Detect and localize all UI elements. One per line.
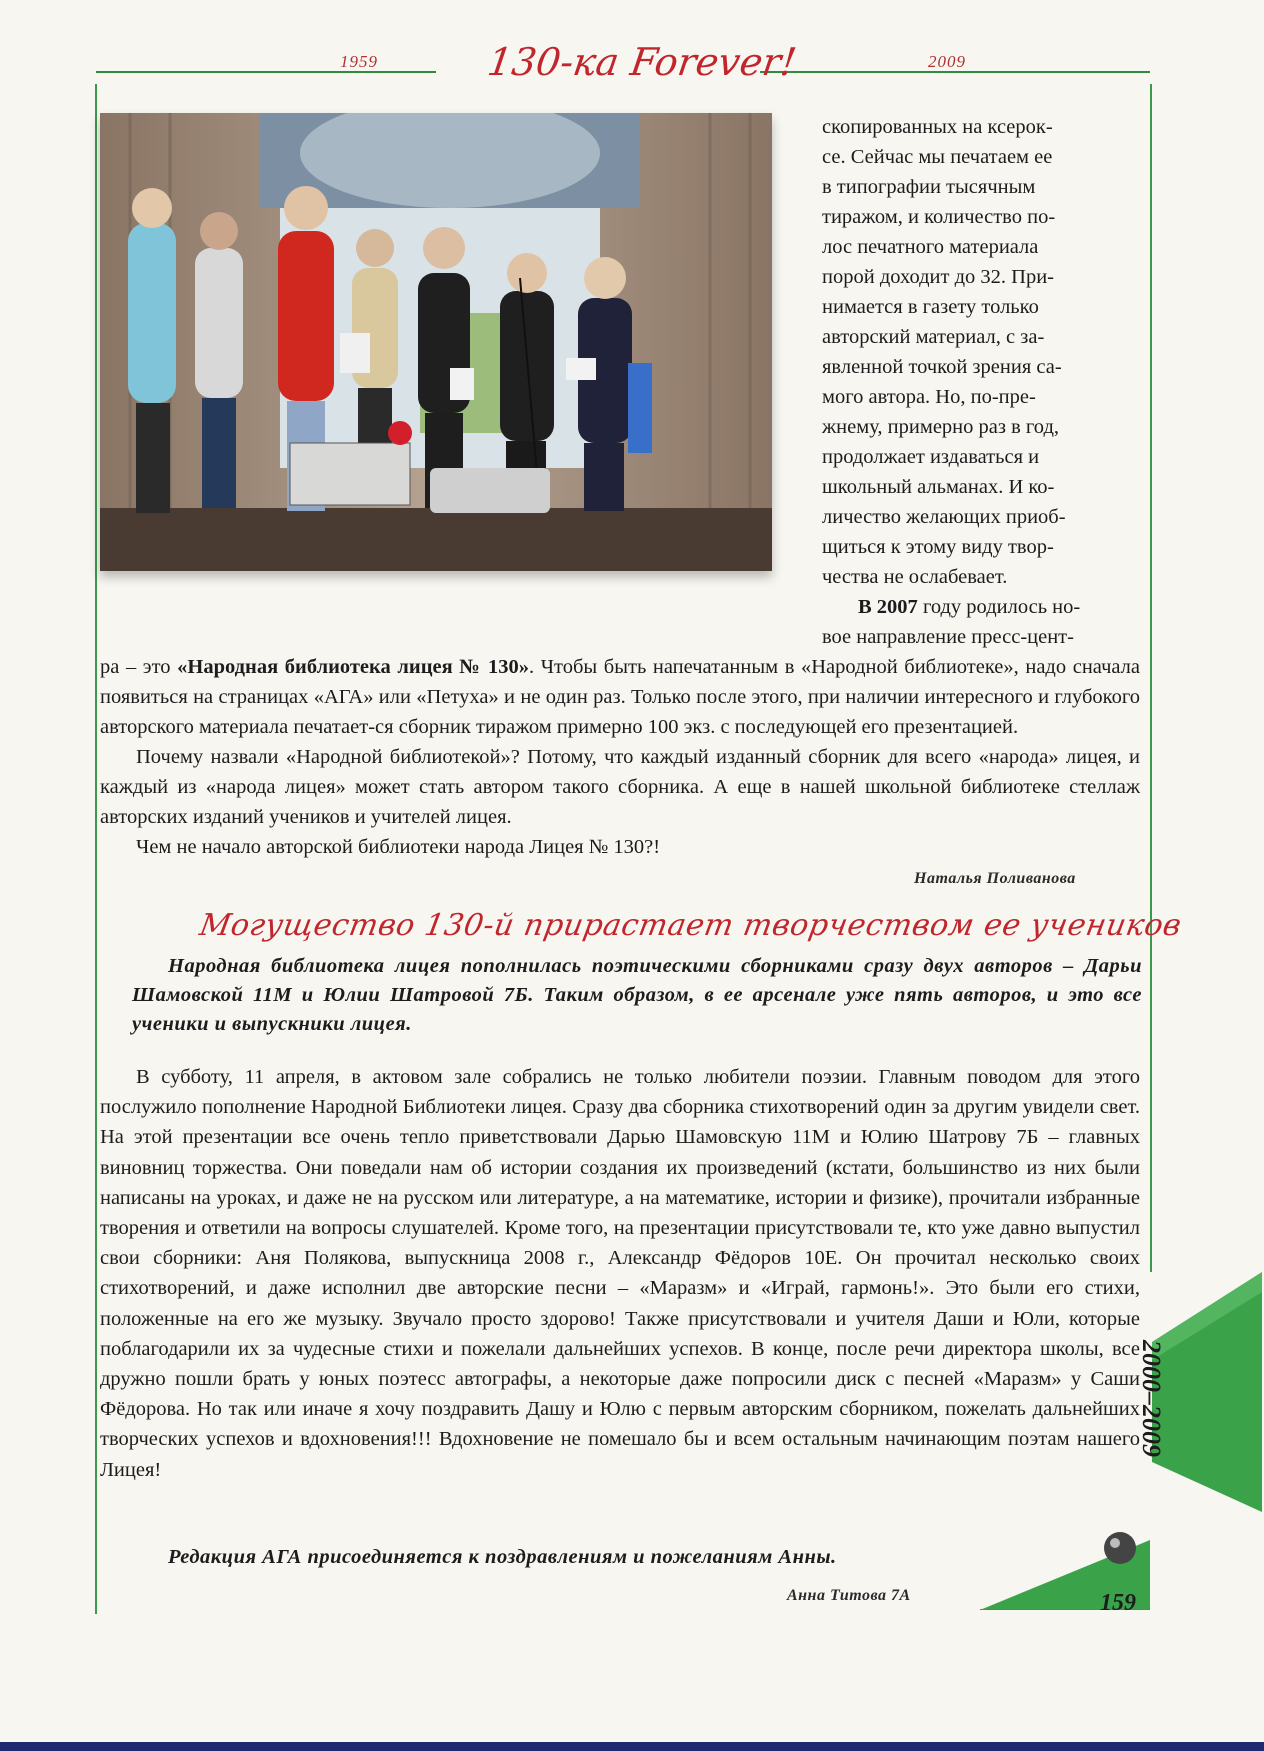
col-line: жнему, примерно раз в год,	[822, 416, 1060, 438]
col-line: скопированных на ксерок-	[822, 116, 1053, 138]
page-number: 159	[1100, 1590, 1136, 1616]
article2-body: В субботу, 11 апреля, в актовом зале собрались не только любители поэзии. Главным поводом для этого послужило пополнение Народной Библиотеки лицея. Сразу два сборника стихотворений один за другим увидели свет. На этой презентации все очень тепло приветствовали Дарью Шамовскую 11М и Юлию Шатрову 7Б – главных виновниц торжества. Они поведали нам об истории создания их произведений (кстати, большинство из них были написаны на уроках, и даже не на русском или литературе, а на математике, истории и физике), прочитали избранные творения и ответили на вопросы слушателей. Кроме того, на презентации присутствовали те, кто уже давно выпустил свои сборники: Аня Полякова, выпускница 2008 г., Александр Фёдоров 10Е. Он прочитал несколько своих стихотворений, и даже исполнил две авторские песни – «Маразм» и «Играй, гармонь!». Это были его стихи, положенные на его же музыку. Звучало просто здорово! Также присутствовали и учителя Даши и Юли, которые поблагодарили их за чудесные стихи и пожелали дальнейших успехов. В конце, после речи директора школы, все дружно пошли брать у юных поэтесс автографы, а некоторые даже попросили диск с песней «Маразм» у Саши Фёдорова. Но так или иначе я хочу поздравить Дашу и Юлю с первым авторским сборником, пожелать дальнейших творческих успехов и вдохновения!!! Вдохновение не помешало бы и всем остальным начинающим поэтам нашего Лицея!	[100, 1066, 1140, 1481]
col-line: мого автора. Но, по-пре-	[822, 386, 1036, 408]
frame-right	[1150, 84, 1152, 1272]
year-rest: году родилось но-	[917, 596, 1081, 618]
side-tab-years: 2000–2009	[1137, 1340, 1166, 1457]
col-line: чества не ослабевает.	[822, 566, 1008, 588]
col-line: в типографии тысячным	[822, 176, 1036, 198]
col-line: тиражом, и количество по-	[822, 206, 1056, 228]
side-tab-shape	[1152, 1272, 1262, 1512]
col-line: личество желающих приоб-	[822, 506, 1066, 528]
article2-signature: Анна Титова 7А	[787, 1587, 911, 1604]
stage-photo	[100, 113, 772, 571]
col-line: щиться к этому виду твор-	[822, 536, 1054, 558]
header-title: 130-ка Forever!	[484, 40, 800, 84]
header-year-right: 2009	[928, 52, 966, 71]
bottom-bar	[0, 1742, 1264, 1751]
p1-bold: «Народная библиотека лицея № 130»	[177, 656, 529, 678]
article2-lead: Народная библиотека лицея пополнилась поэтическими сборниками сразу двух авторов – Дарьи Шамовской 11М и Юлии Шатровой 7Б. Таким образом, в ее арсенале уже пять авторов, и это все ученики и выпускники лицея.	[132, 955, 1142, 1035]
col-line: явленной точкой зрения са-	[822, 356, 1062, 378]
col-line: продолжает издаваться и	[822, 446, 1040, 468]
frame-left	[95, 84, 97, 1614]
article2-closing: Редакция АГА присоединяется к поздравлениям и пожеланиям Анны.	[168, 1546, 837, 1568]
p1-start: ра – это	[100, 656, 178, 678]
col-line-after: вое направление пресс-цент-	[822, 626, 1074, 648]
col-year-line	[858, 592, 1140, 622]
article1-signature: Наталья Поливанова	[914, 870, 1076, 887]
year-bold: В 2007	[858, 596, 918, 618]
col-line: авторский материал, с за-	[822, 326, 1045, 348]
col-line: се. Сейчас мы печатаем ее	[822, 146, 1053, 168]
header-rule-left	[96, 71, 436, 73]
article2-headline: Могущество 130-й прирастает творчеством ее учеников	[196, 908, 1185, 943]
p1-rest: . Чтобы быть напечатанным в «Народной библиотеке», надо сначала появиться на страницах «АГА» или «Петуха» и не один раз. Только после этого, при наличии интересного и глубокого авторского материала печатает-ся сборник тиражом примерно 100 экз. с последующей его презентацией.	[100, 656, 1140, 739]
col-line: нимается в газету только	[822, 296, 1039, 318]
article1-paragraph2: Почему назвали «Народной библиотекой»? Потому, что каждый изданный сборник для всего «народа» лицея, и каждый из «народа лицея» может стать автором такого сборника. А еще в нашей школьной библиотеке стеллаж авторских изданий учеников и учителей лицея.	[100, 746, 1140, 829]
article1-paragraph1	[100, 652, 1140, 743]
col-line: порой доходит до 32. При-	[822, 266, 1055, 288]
col-line: школьный альманах. И ко-	[822, 476, 1055, 498]
col-line: лос печатного материала	[822, 236, 1039, 258]
article1-paragraph3: Чем не начало авторской библиотеки народа Лицея № 130?!	[136, 836, 661, 858]
stage-photo-image	[100, 113, 772, 571]
header-year-left: 1959	[340, 52, 378, 71]
